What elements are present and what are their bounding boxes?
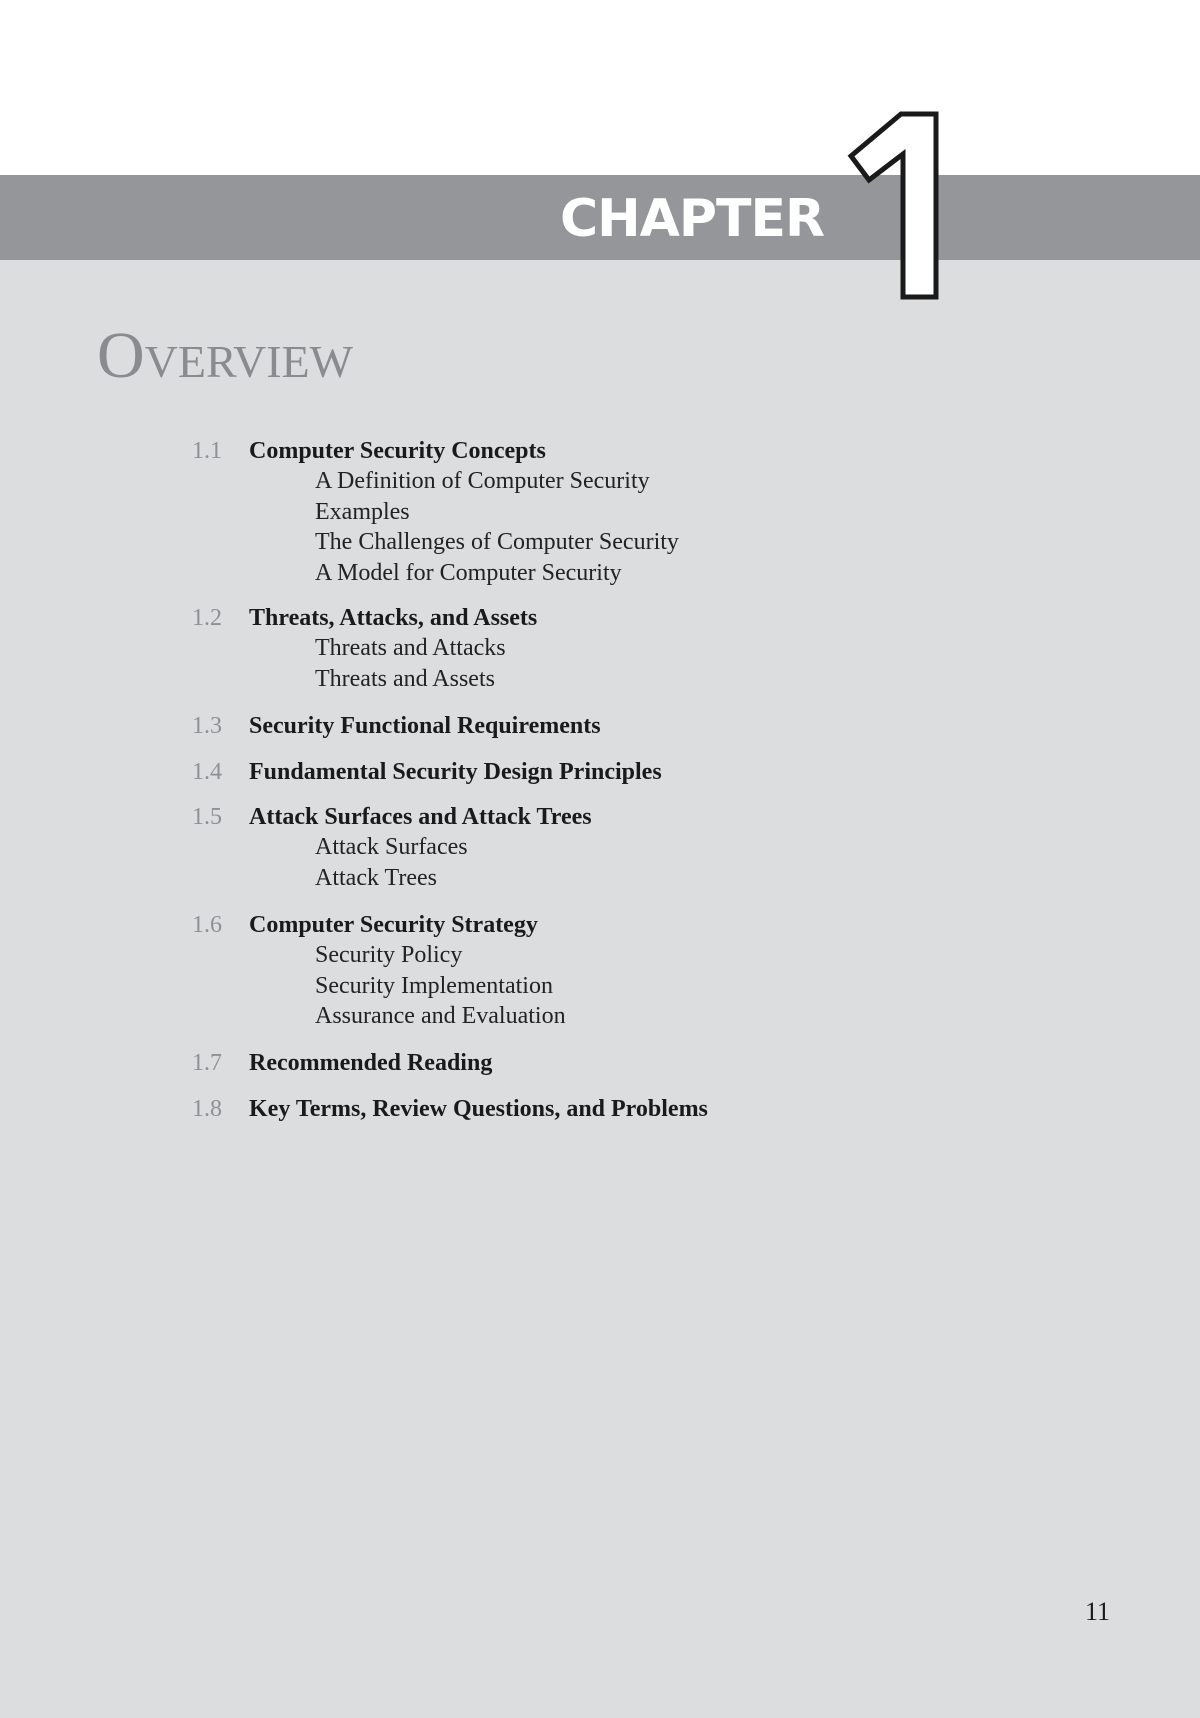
toc-subsection[interactable]: The Challenges of Computer Security xyxy=(315,529,679,556)
toc-subsection[interactable]: Security Implementation xyxy=(315,972,553,999)
toc-section-number: 1.5 xyxy=(192,804,222,830)
toc-subsection-list xyxy=(315,633,506,694)
toc-section-title[interactable]: Threats, Attacks, and Assets xyxy=(249,605,538,631)
toc-subsection[interactable]: Attack Trees xyxy=(315,864,437,891)
toc-section-title[interactable]: Key Terms, Review Questions, and Problems xyxy=(249,1096,708,1122)
toc-subsection[interactable]: Threats and Attacks xyxy=(315,635,506,661)
toc-section-number: 1.7 xyxy=(192,1050,222,1076)
toc-section-title[interactable]: Computer Security Concepts xyxy=(249,438,546,464)
toc-section-number: 1.3 xyxy=(192,713,222,739)
toc-subsection-list xyxy=(315,832,468,893)
toc-subsection-list xyxy=(315,466,679,589)
toc-section-number: 1.6 xyxy=(192,912,222,938)
toc-section-title[interactable]: Computer Security Strategy xyxy=(249,912,538,938)
toc-subsection-list xyxy=(315,940,566,1032)
toc-subsection[interactable]: Attack Surfaces xyxy=(315,834,468,860)
chapter-label: CHAPTER xyxy=(560,189,825,249)
toc-section-title[interactable]: Attack Surfaces and Attack Trees xyxy=(249,804,592,830)
chapter-title-rest: VERVIEW xyxy=(144,336,354,387)
toc-subsection[interactable]: Assurance and Evaluation xyxy=(315,1003,566,1030)
toc-section-title[interactable]: Recommended Reading xyxy=(249,1050,493,1076)
page-number: 11 xyxy=(1084,1597,1110,1626)
toc-subsection[interactable]: A Definition of Computer Security xyxy=(315,468,650,494)
toc-subsection[interactable]: Threats and Assets xyxy=(315,665,495,692)
toc-subsection[interactable]: Security Policy xyxy=(315,942,463,968)
toc-subsection[interactable]: Examples xyxy=(315,498,410,525)
toc-section-number: 1.8 xyxy=(192,1096,222,1122)
chapter-number-text: 1 xyxy=(895,220,900,231)
toc-section-number: 1.1 xyxy=(192,438,222,464)
chapter-title xyxy=(97,319,354,392)
page-header-area xyxy=(0,0,1200,175)
toc-subsection[interactable]: A Model for Computer Security xyxy=(315,560,622,587)
toc-section-number: 1.2 xyxy=(192,605,222,631)
chapter-title-initial: O xyxy=(97,319,145,392)
toc-section-number: 1.4 xyxy=(192,759,222,785)
toc-section-title[interactable]: Fundamental Security Design Principles xyxy=(249,759,662,785)
toc-section-title[interactable]: Security Functional Requirements xyxy=(249,713,601,739)
chapter-number-graphic xyxy=(845,108,945,308)
